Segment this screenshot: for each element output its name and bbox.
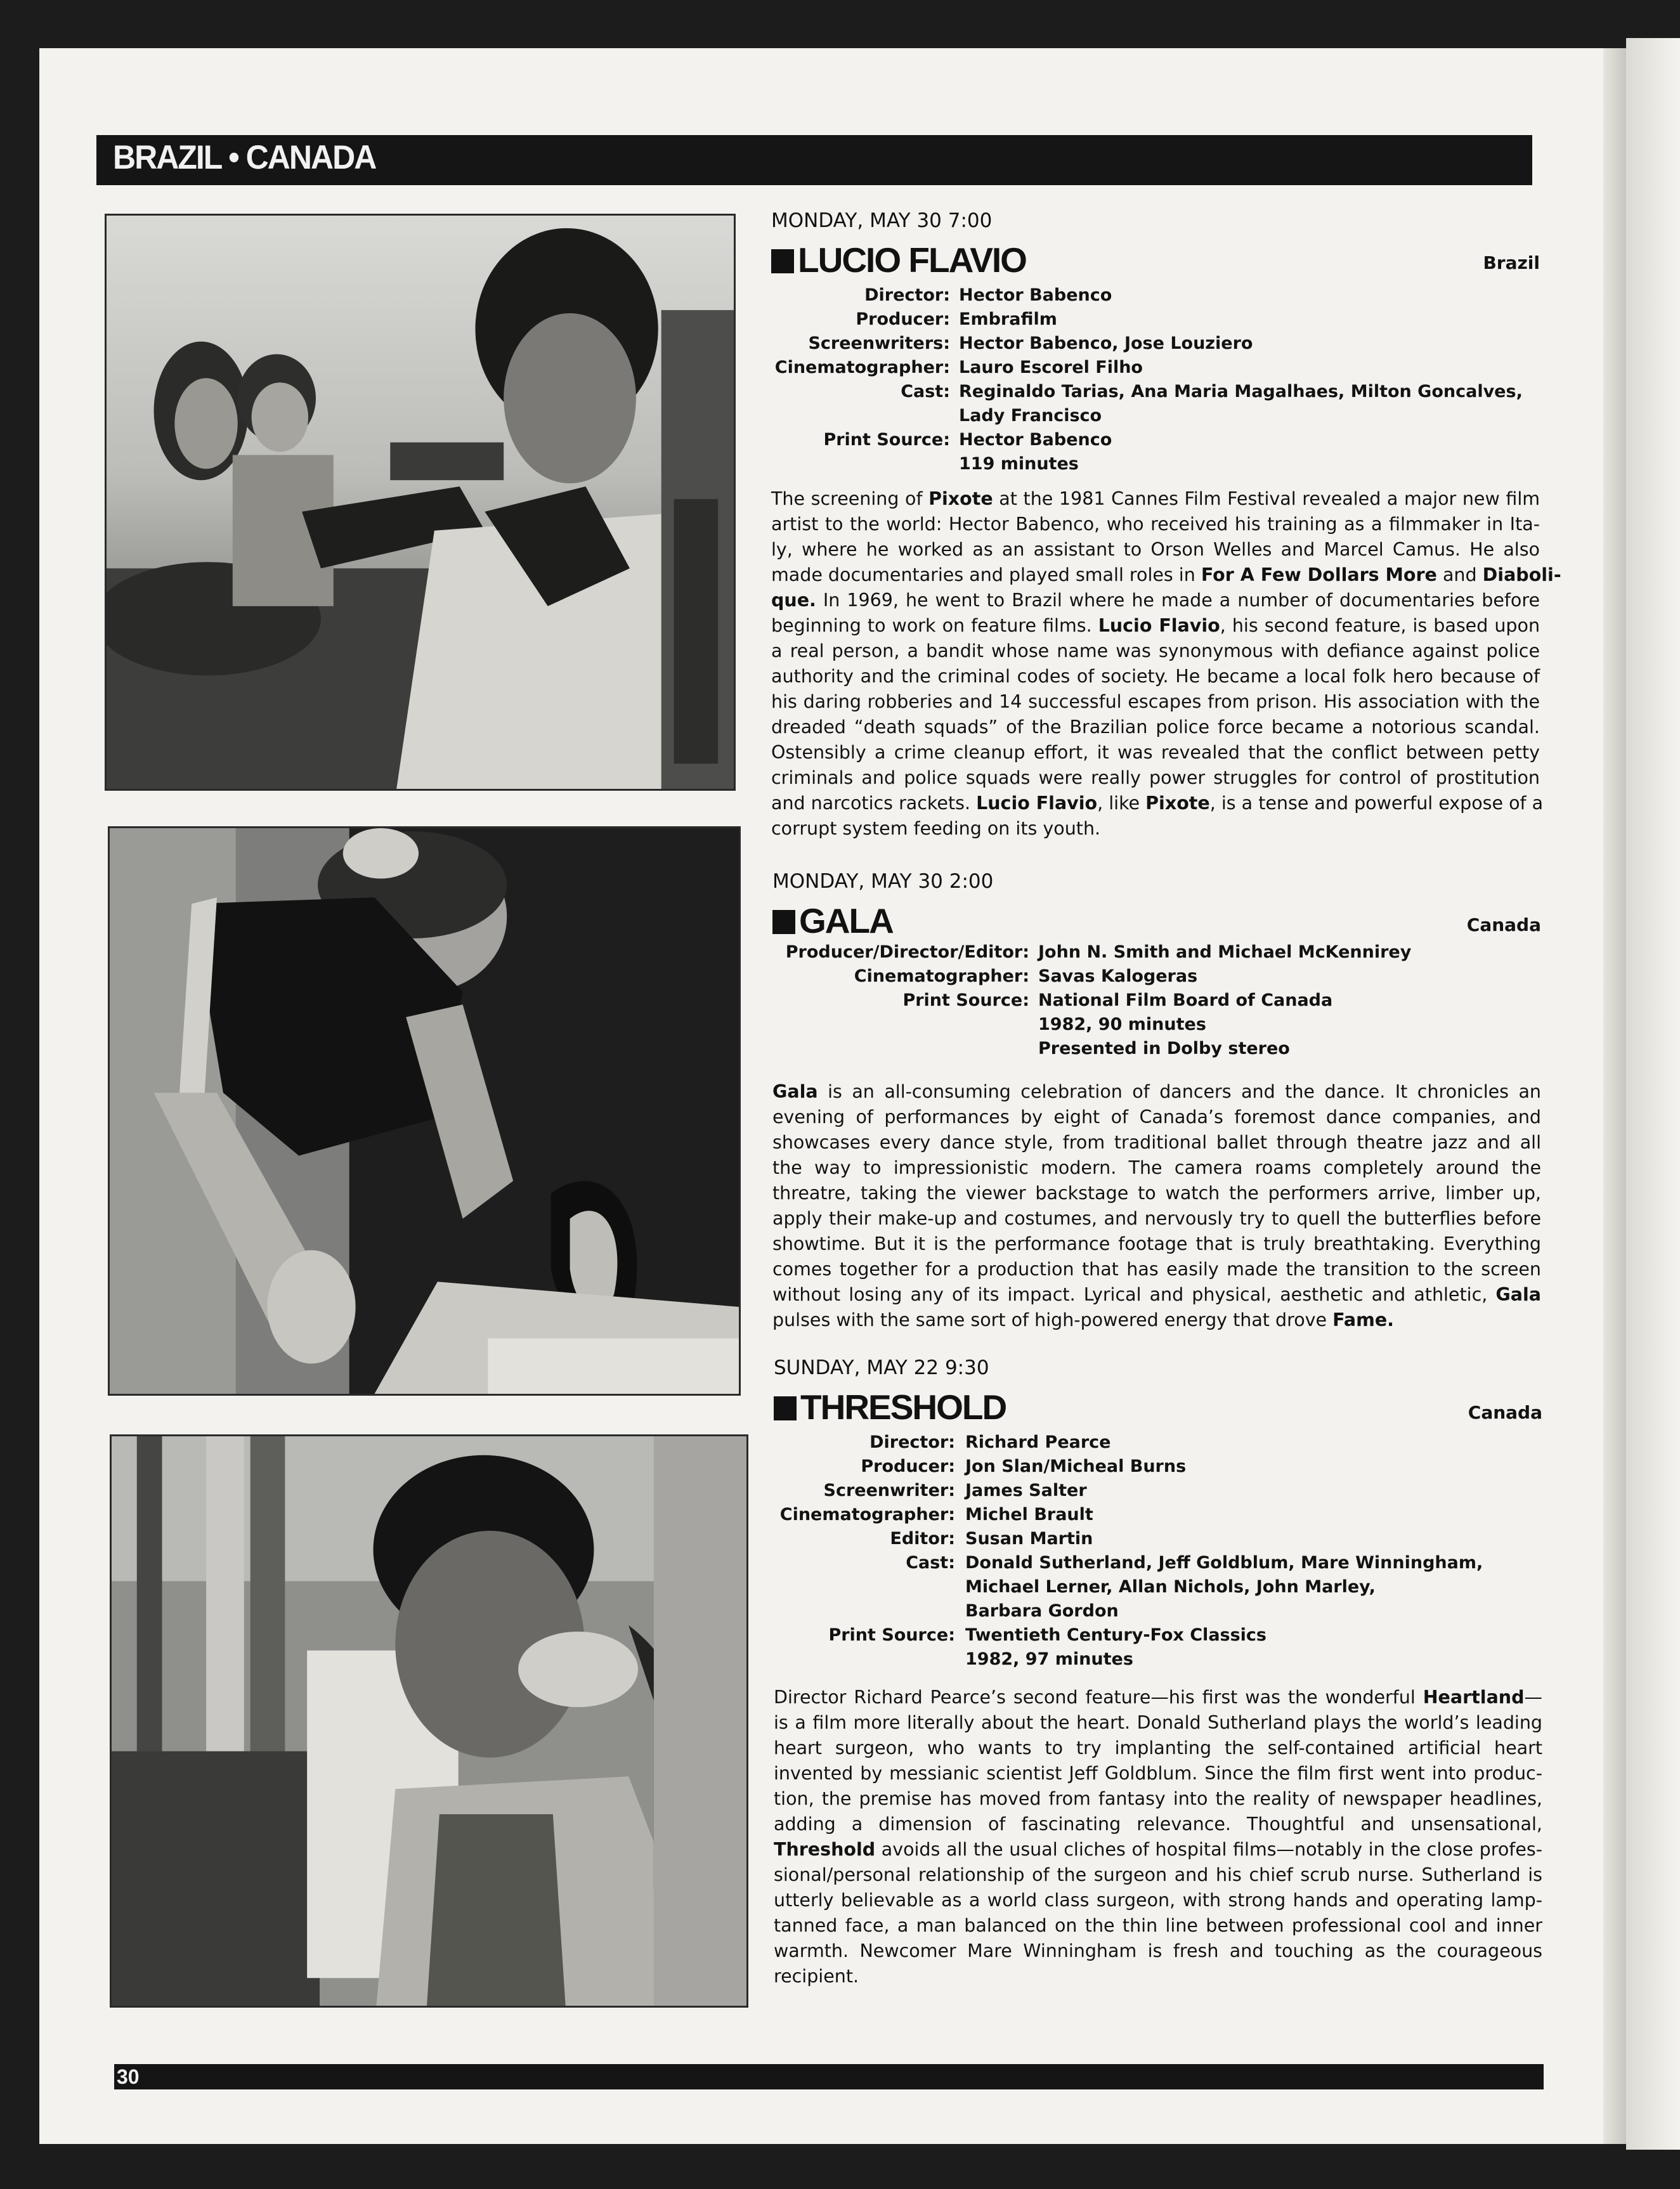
credit-label: Editor:	[890, 1529, 955, 1549]
description-line: apply their make-up and costumes, and nervously try to quell the butterflies before	[772, 1208, 1541, 1229]
credit-label: Print Source:	[823, 430, 950, 450]
credit-value: Hector Babenco	[959, 430, 1112, 450]
credit-row	[771, 454, 1540, 478]
credit-value: Embrafilm	[959, 309, 1057, 329]
credit-value: Richard Pearce	[965, 1432, 1111, 1452]
film-title-text: GALA	[799, 901, 893, 940]
description-line: artist to the world: Hector Babenco, who received his training as a filmmaker in Ita-	[771, 514, 1540, 535]
credit-row	[774, 1553, 1542, 1577]
description-line: corrupt system feeding on its youth.	[771, 818, 1101, 839]
credit-label: Screenwriters:	[808, 334, 950, 353]
title-bullet-icon	[772, 910, 795, 934]
description-line: criminals and police squads were really power struggles for control of prostitution	[771, 767, 1540, 788]
title-bullet-icon	[774, 1396, 797, 1420]
film-description	[772, 1079, 1541, 1333]
description-line: beginning to work on feature films. Lucio Flavio, his second feature, is based upon	[771, 615, 1540, 636]
credit-value: Savas Kalogeras	[1038, 966, 1198, 986]
description-line: Ostensibly a crime cleanup effort, it was revealed that the conflict between petty	[771, 742, 1540, 763]
description-line: made documentaries and played small roles in For A Few Dollars More and Diaboli-	[771, 564, 1561, 585]
film-description	[774, 1685, 1542, 1989]
credit-value: National Film Board of Canada	[1038, 991, 1333, 1010]
credit-row	[771, 285, 1540, 309]
credit-row	[771, 309, 1540, 334]
film-entry-threshold	[774, 1356, 1542, 1991]
credit-row	[774, 1529, 1542, 1553]
film-title	[772, 900, 893, 941]
description-line: comes together for a production that has easily made the transition to the screen	[772, 1259, 1541, 1280]
description-line: recipient.	[774, 1966, 859, 1987]
credit-value: James Salter	[965, 1481, 1087, 1500]
credits-list	[771, 285, 1540, 478]
credit-row	[774, 1649, 1542, 1673]
description-line: heart surgeon, who wants to try implanting the self-contained artificial heart	[774, 1738, 1542, 1758]
credit-label: Cast:	[906, 1553, 955, 1573]
film-country: Canada	[1466, 914, 1541, 935]
film-entry-lucio-flavio	[771, 209, 1561, 850]
film-date: SUNDAY, MAY 22 9:30	[774, 1356, 989, 1379]
description-line: warmth. Newcomer Mare Winningham is fresh and touching as the courageous	[774, 1940, 1542, 1961]
film-country: Brazil	[1483, 252, 1540, 273]
credit-value: Barbara Gordon	[965, 1601, 1119, 1621]
credit-row	[771, 430, 1540, 454]
credit-label: Producer:	[856, 309, 950, 329]
credit-label: Print Source:	[828, 1625, 955, 1645]
credit-row	[771, 382, 1540, 406]
next-page-edge	[1626, 38, 1680, 2150]
description-line: invented by messianic scientist Jeff Goldblum. Since the film first went into produc-	[774, 1763, 1542, 1784]
credit-value: Hector Babenco	[959, 285, 1112, 305]
film-still-lucio-flavio	[105, 214, 736, 791]
credit-label: Producer/Director/Editor:	[785, 942, 1029, 962]
credit-value: Michael Lerner, Allan Nichols, John Marley,	[965, 1577, 1376, 1597]
description-line: authority and the criminal codes of society. He became a local folk hero because of	[771, 666, 1540, 687]
credit-row	[774, 1505, 1542, 1529]
description-line: threatre, taking the viewer backstage to watch the performers arrive, limber up,	[772, 1183, 1541, 1204]
description-line: without losing any of its impact. Lyrical and physical, aesthetic and athletic, Gala	[772, 1284, 1541, 1305]
description-line: tion, the premise has moved from fantasy into the reality of newspaper headlines,	[774, 1788, 1542, 1809]
credit-value: Hector Babenco, Jose Louziero	[959, 334, 1253, 353]
page-gutter	[1603, 48, 1626, 2144]
credit-label: Cinematographer:	[779, 1505, 955, 1524]
footer-bar	[114, 2064, 1544, 2089]
page-number: 30	[117, 2065, 140, 2088]
film-entry-gala	[772, 870, 1541, 1339]
credit-row	[771, 334, 1540, 358]
description-line: showcases every dance style, from traditional ballet through theatre jazz and all	[772, 1132, 1541, 1153]
description-line: Director Richard Pearce’s second feature—his first was the wonderful Heartland—	[774, 1687, 1542, 1708]
credit-value: Jon Slan/Micheal Burns	[965, 1457, 1187, 1476]
credit-row	[771, 406, 1540, 430]
credit-row	[772, 1039, 1541, 1063]
description-line: pulses with the same sort of high-powered energy that drove Fame.	[772, 1309, 1394, 1330]
description-line: and narcotics rackets. Lucio Flavio, like Pixote, is a tense and powerful expose of a	[771, 793, 1544, 814]
credit-value: 1982, 97 minutes	[965, 1649, 1133, 1669]
credit-label: Director:	[864, 285, 950, 305]
credit-row	[774, 1481, 1542, 1505]
credit-label: Cinematographer:	[774, 358, 950, 377]
film-date: MONDAY, MAY 30 7:00	[771, 209, 993, 232]
description-line: the way to impressionistic modern. The camera roams completely around the	[772, 1157, 1541, 1178]
credit-value: Presented in Dolby stereo	[1038, 1039, 1290, 1058]
film-description	[771, 486, 1561, 841]
description-line: tanned face, a man balanced on the thin line between professional cool and inner	[774, 1915, 1542, 1936]
credit-label: Screenwriter:	[823, 1481, 955, 1500]
description-line: sional/personal relationship of the surgeon and his chief scrub nurse. Sutherland is	[774, 1864, 1542, 1885]
credits-list	[774, 1432, 1542, 1673]
description-line: evening of performances by eight of Canada’s foremost dance companies, and	[772, 1107, 1541, 1127]
description-line: Threshold avoids all the usual cliches of hospital films—notably in the close profes-	[774, 1839, 1542, 1860]
credit-value: Donald Sutherland, Jeff Goldblum, Mare Winningham,	[965, 1553, 1483, 1573]
description-line: dreaded “death squads” of the Brazilian police force became a notorious scandal.	[771, 717, 1540, 737]
credit-row	[774, 1432, 1542, 1457]
title-bullet-icon	[771, 249, 794, 273]
credit-value: 1982, 90 minutes	[1038, 1015, 1206, 1034]
description-line: Gala is an all-consuming celebration of dancers and the dance. It chronicles an	[772, 1081, 1541, 1102]
credit-row	[772, 942, 1541, 966]
credits-list	[772, 942, 1541, 1063]
film-still-gala	[108, 826, 741, 1396]
credit-value: Susan Martin	[965, 1529, 1093, 1549]
description-line: ly, where he worked as an assistant to Orson Welles and Marcel Camus. He also	[771, 539, 1540, 560]
film-title	[774, 1387, 1006, 1427]
film-title-text: THRESHOLD	[800, 1387, 1006, 1427]
description-line: showtime. But it is the performance footage that is truly breathtaking. Everything	[772, 1233, 1541, 1254]
description-line: adding a dimension of fascinating relevance. Thoughtful and unsensational,	[774, 1814, 1542, 1835]
description-line: utterly believable as a world class surgeon, with strong hands and operating lamp-	[774, 1890, 1542, 1911]
description-line: que. In 1969, he went to Brazil where he made a number of documentaries before	[771, 590, 1540, 611]
film-country: Canada	[1468, 1402, 1542, 1423]
credit-label: Print Source:	[902, 991, 1029, 1010]
description-line: a real person, a bandit whose name was synonymous with defiance against police	[771, 640, 1540, 661]
description-line: his daring robberies and 14 successful escapes from prison. His association with the	[771, 691, 1540, 712]
credit-value: Reginaldo Tarias, Ana Maria Magalhaes, Milton Goncalves,	[959, 382, 1523, 401]
credit-label: Cinematographer:	[854, 966, 1029, 986]
credit-value: Michel Brault	[965, 1505, 1093, 1524]
credit-row	[774, 1577, 1542, 1601]
credit-row	[774, 1601, 1542, 1625]
film-title	[771, 240, 1026, 280]
section-header-bar	[96, 135, 1532, 185]
credit-value: Twentieth Century-Fox Classics	[965, 1625, 1267, 1645]
credit-label: Producer:	[861, 1457, 955, 1476]
film-title-text: LUCIO FLAVIO	[798, 240, 1026, 280]
description-line: The screening of Pixote at the 1981 Cannes Film Festival revealed a major new film	[771, 488, 1540, 509]
credit-row	[772, 991, 1541, 1015]
description-line: is a film more literally about the heart. Donald Sutherland plays the world’s leading	[774, 1712, 1542, 1733]
section-title: BRAZIL • CANADA	[113, 138, 376, 176]
credit-row	[772, 966, 1541, 991]
film-date: MONDAY, MAY 30 2:00	[772, 870, 994, 893]
credit-label: Director:	[869, 1432, 955, 1452]
credit-row	[772, 1015, 1541, 1039]
credit-row	[771, 358, 1540, 382]
credit-row	[774, 1457, 1542, 1481]
credit-label: Cast:	[901, 382, 950, 401]
credit-row	[774, 1625, 1542, 1649]
credit-value: Lady Francisco	[959, 406, 1102, 425]
film-still-threshold	[110, 1434, 748, 2008]
credit-value: 119 minutes	[959, 454, 1079, 474]
credit-value: John N. Smith and Michael McKennirey	[1038, 942, 1412, 962]
credit-value: Lauro Escorel Filho	[959, 358, 1143, 377]
